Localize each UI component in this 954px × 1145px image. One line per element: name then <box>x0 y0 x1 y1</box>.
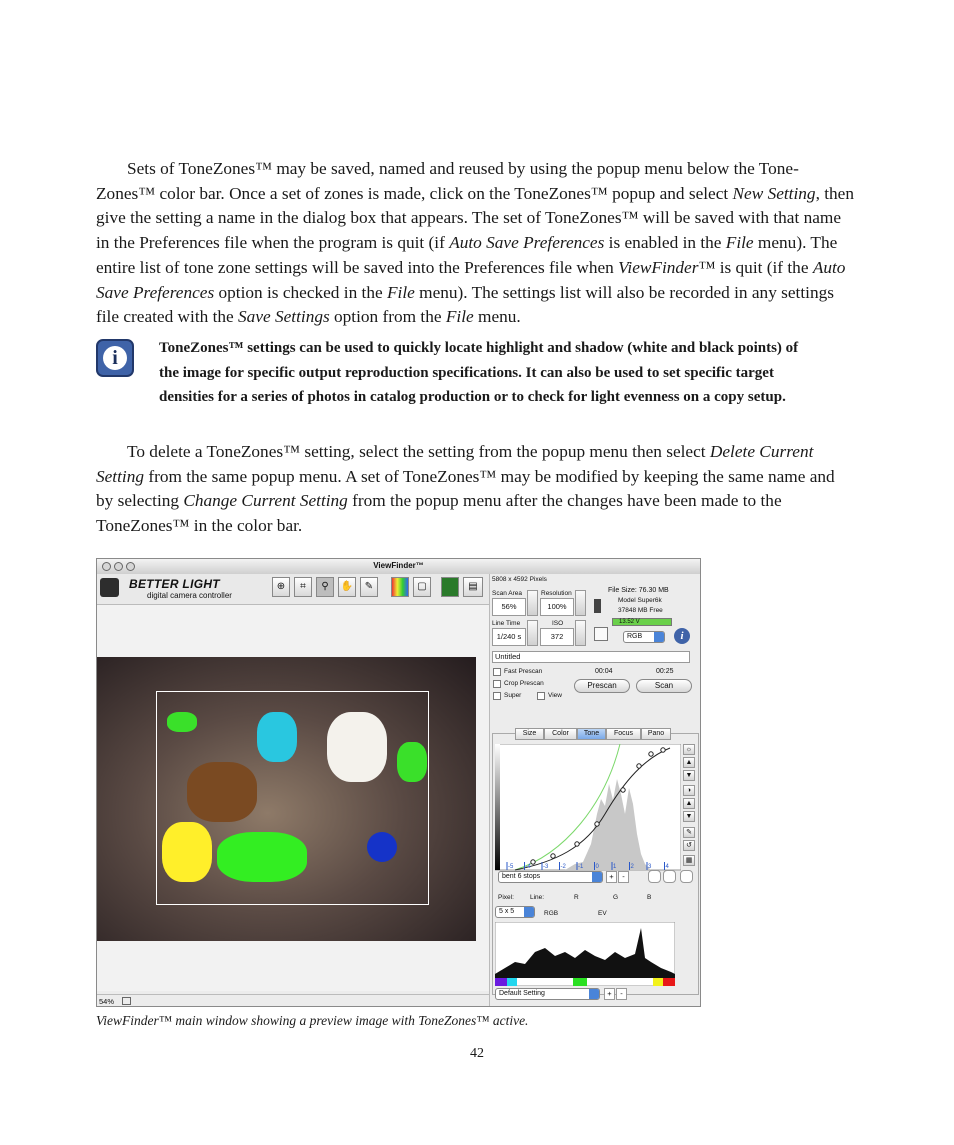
contrast-down-icon[interactable]: ▼ <box>683 811 695 822</box>
scan-area-field[interactable]: 56% <box>492 598 526 616</box>
contrast-icon[interactable]: ◑ <box>683 785 695 796</box>
preview-image[interactable] <box>97 657 476 941</box>
image-blob <box>327 712 387 782</box>
curve-preset-select[interactable]: bent 6 stops <box>498 871 603 883</box>
italic-run: Auto Save Preferences <box>96 257 846 302</box>
free-space: 37848 MB Free <box>618 607 663 614</box>
prescan-button[interactable]: Prescan <box>574 679 630 693</box>
scan-button[interactable]: Scan <box>636 679 692 693</box>
curve-point <box>531 860 535 864</box>
super-label: Super <box>504 692 522 699</box>
help-info-button[interactable]: i <box>674 628 690 644</box>
eyedropper-tool-icon[interactable]: ✎ <box>360 577 378 597</box>
text-run: is enabled in the <box>604 233 726 253</box>
viewfinder-window <box>96 558 701 1007</box>
text-run: To delete a ToneZones™ setting, select the setting from the popup menu then select <box>127 442 710 461</box>
name-field[interactable]: Untitled <box>492 651 690 663</box>
ev-label: EV <box>598 910 607 917</box>
curve-point <box>649 752 653 756</box>
resolution-stepper[interactable] <box>575 590 586 616</box>
battery-icon <box>594 599 601 613</box>
window-titlebar <box>97 559 700 575</box>
zoom-readout: 54% <box>99 997 115 1006</box>
tab-tone[interactable]: Tone <box>577 728 606 740</box>
text-run: option from the <box>329 307 446 327</box>
italic-run: Delete Current Setting <box>96 442 814 486</box>
curve-target-icon[interactable] <box>680 870 693 883</box>
axis-tick-label: 4 <box>665 864 669 870</box>
zone-cyan <box>507 978 517 986</box>
note-text: ToneZones™ settings can be used to quickly locate highlight and shadow (white and black points) of the image for specific output reproduction specifications. It can also be used to set specific target densities for a series of photos in catalog production or to check for light evenness on a copy setup. <box>159 340 799 406</box>
italic-run: Save Settings <box>238 307 330 327</box>
text-run: , then give the setting a name in the dialog box that appears. The set of ToneZones™ will be saved with that name in the Preferences file when the program is quit (if <box>96 183 854 253</box>
italic-run: New Setting <box>732 183 816 203</box>
fast-prescan-checkbox[interactable] <box>493 668 501 676</box>
crop-tool-icon[interactable]: ⌗ <box>294 577 312 597</box>
line-time-stepper[interactable] <box>527 620 538 646</box>
resolution-label: Resolution <box>541 590 572 597</box>
frame-view-icon[interactable]: ▢ <box>413 577 431 597</box>
scan-area-stepper[interactable] <box>527 590 538 616</box>
g-label: G <box>613 894 619 901</box>
paragraph-delete-tonezones <box>96 440 856 539</box>
axis-tick-label: 3 <box>648 864 652 870</box>
magnifier-tool-icon[interactable]: ⚲ <box>316 577 334 597</box>
zone-purple <box>495 978 507 986</box>
zoom-menu-icon[interactable] <box>122 997 131 1005</box>
axis-tick-label: 2 <box>630 864 634 870</box>
curve-point <box>551 854 555 858</box>
pixel-dimensions: 5808 x 4592 Pixels <box>492 576 547 583</box>
histogram-view-icon[interactable]: ▤ <box>463 577 483 597</box>
zone-red <box>663 978 675 986</box>
curve-point <box>661 748 665 752</box>
line-time-field[interactable]: 1/240 s <box>492 628 526 646</box>
crop-prescan-label: Crop Prescan <box>504 680 544 687</box>
curve-remove-button[interactable]: - <box>618 871 629 883</box>
resolution-field[interactable]: 100% <box>540 598 574 616</box>
italic-run: Auto Save Preferences <box>449 233 605 253</box>
brightness-icon[interactable]: ☼ <box>683 744 695 755</box>
image-blob <box>217 832 307 882</box>
scan-area-label: Scan Area <box>492 590 522 597</box>
bit-depth-icon[interactable]: ▦ <box>683 855 695 866</box>
scan-time: 00:25 <box>656 668 674 675</box>
tab-color[interactable]: Color <box>544 728 577 740</box>
r-label: R <box>574 894 579 901</box>
logo-text: BETTER LIGHT <box>129 577 220 591</box>
text-run: menu). The settings list will also be recorded in any settings file created with the <box>96 282 834 327</box>
tonezone-remove-button[interactable]: - <box>616 988 627 1000</box>
tone-curve-graph[interactable] <box>495 744 681 884</box>
tonezone-add-button[interactable]: + <box>604 988 615 1000</box>
hand-tool-icon[interactable]: ✋ <box>338 577 356 597</box>
line-time-label: Line Time <box>492 620 521 627</box>
iso-label: ISO <box>552 620 564 627</box>
italic-run: File <box>386 282 415 302</box>
image-blob <box>367 832 397 862</box>
curve-add-button[interactable]: + <box>606 871 617 883</box>
line-label: Line: <box>530 894 545 901</box>
tonezone-setting-select[interactable]: Default Setting <box>495 988 600 1000</box>
brightness-up-icon[interactable]: ▲ <box>683 757 695 768</box>
axis-tick-label: -4 <box>525 864 531 870</box>
text-run: from the popup menu after the changes have been made to the ToneZones™ in the color bar. <box>96 491 782 536</box>
tab-size[interactable]: Size <box>515 728 544 740</box>
page-number: 42 <box>470 1046 484 1061</box>
super-checkbox[interactable] <box>493 692 501 700</box>
color-mode-select[interactable]: RGB <box>623 631 665 643</box>
axis-tick-label: 0 <box>595 864 599 870</box>
tonezone-histogram[interactable] <box>495 922 675 986</box>
curve-adjust-icon[interactable] <box>663 870 676 883</box>
image-blob <box>257 712 297 762</box>
curve-point <box>595 822 599 826</box>
zone-yellow <box>653 978 663 986</box>
b-label: B <box>647 894 652 901</box>
curve-point <box>637 764 641 768</box>
curve-link-icon[interactable] <box>648 870 661 883</box>
italic-run: Change Current Setting <box>183 491 348 511</box>
axis-tick-label: -5 <box>508 864 514 870</box>
text-run: option is checked in the <box>214 282 387 302</box>
camera-logo-icon <box>100 578 119 597</box>
view-checkbox[interactable] <box>537 692 545 700</box>
text-run: menu). The entire list of tone zone settings will be saved into the Preferences file when <box>96 233 838 277</box>
fast-prescan-label: Fast Prescan <box>504 668 543 675</box>
logo-subtitle: digital camera controller <box>147 591 232 600</box>
image-blob <box>187 762 257 822</box>
lock-icon[interactable] <box>594 627 608 641</box>
paragraph-save-tonezones <box>96 157 856 330</box>
iso-stepper[interactable] <box>575 620 586 646</box>
sample-size-select[interactable]: 5 x 5 <box>495 906 535 918</box>
brightness-down-icon[interactable]: ▼ <box>683 770 695 781</box>
curve-point <box>621 788 625 792</box>
prescan-time: 00:04 <box>595 668 613 675</box>
view-label: View <box>548 692 562 699</box>
text-run: Sets of ToneZones™ may be saved, named and reused by using the popup menu below the Tone-Zones™ color bar. Once a set of zones is made, click on the ToneZones™ popup and select <box>96 159 799 203</box>
crop-prescan-checkbox[interactable] <box>493 680 501 688</box>
status-bar <box>97 994 489 1007</box>
text-run: is quit (if the <box>715 257 813 277</box>
italic-run: File <box>445 307 474 327</box>
curve-point <box>575 842 579 846</box>
gray-ramp <box>495 744 500 870</box>
image-blob <box>397 742 427 782</box>
figure-caption: ViewFinder™ main window showing a preview image with ToneZones™ active. <box>96 1013 529 1028</box>
window-title: ViewFinder™ <box>373 561 424 570</box>
italic-run: ViewFinder™ <box>618 257 716 277</box>
file-size: File Size: 76.30 MB <box>608 587 669 594</box>
voltage-meter: 13.52 V <box>612 618 672 626</box>
curve-pencil-icon[interactable]: ✎ <box>683 827 695 838</box>
tab-focus[interactable]: Focus <box>606 728 641 740</box>
color-view-icon[interactable] <box>391 577 409 597</box>
iso-field[interactable]: 372 <box>540 628 574 646</box>
camera-model: Model Super6k <box>618 597 662 604</box>
control-pane <box>489 574 701 1006</box>
crop-rectangle[interactable] <box>156 691 429 905</box>
italic-run: File <box>725 233 754 253</box>
contrast-up-icon[interactable]: ▲ <box>683 798 695 809</box>
image-blob <box>162 822 212 882</box>
axis-tick-label: -2 <box>560 864 566 870</box>
tonezone-view-icon[interactable] <box>441 577 459 597</box>
axis-tick-label: -1 <box>578 864 584 870</box>
tab-pano[interactable]: Pano <box>641 728 671 740</box>
target-tool-icon[interactable]: ⊕ <box>272 577 290 597</box>
image-blob <box>167 712 197 732</box>
text-run: menu. <box>473 307 521 327</box>
rgb-label: RGB <box>544 910 559 917</box>
axis-tick-label: -3 <box>543 864 549 870</box>
axis-tick-label: 1 <box>613 864 617 870</box>
info-icon: i <box>96 339 134 377</box>
curve-reset-icon[interactable]: ↺ <box>683 840 695 851</box>
text-run: from the same popup menu. A set of ToneZones™ may be modified by keeping the same name and by selecting <box>96 466 835 511</box>
zone-green <box>573 978 587 986</box>
pixel-label: Pixel: <box>498 894 514 901</box>
